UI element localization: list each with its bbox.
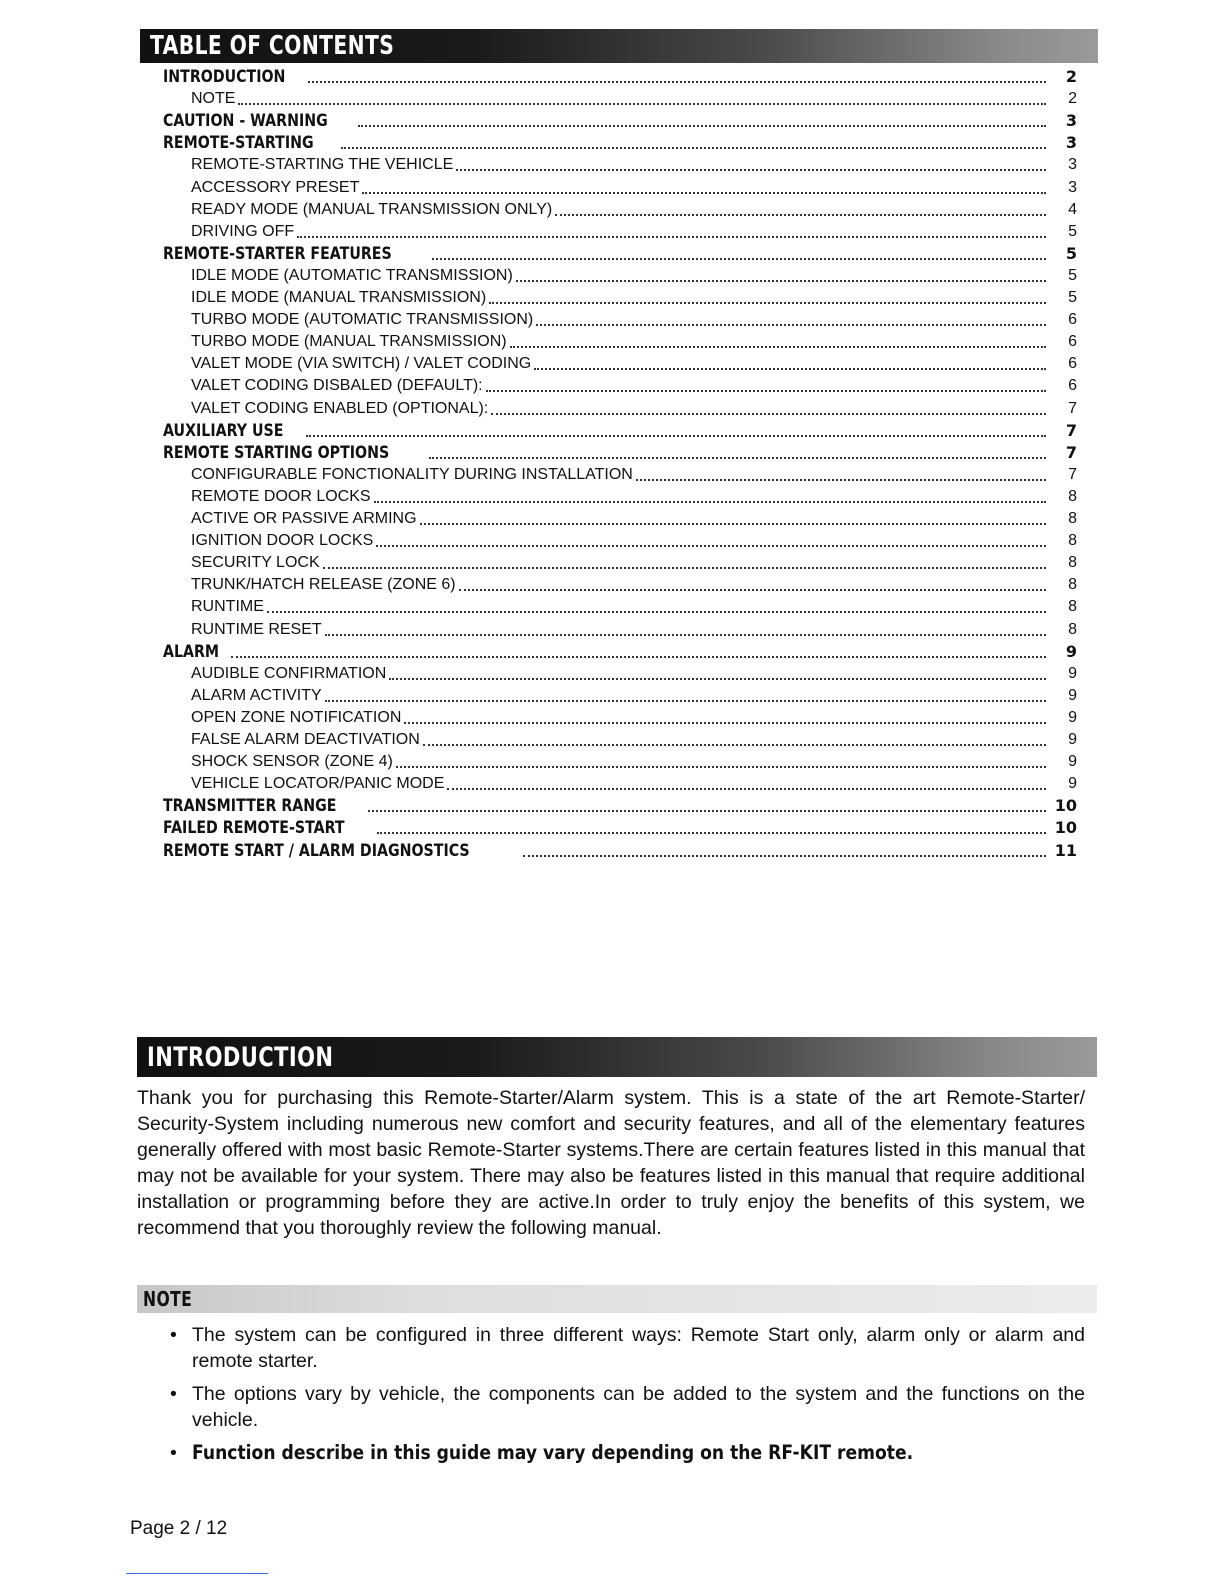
toc-entry-label: FALSE ALARM DEACTIVATION xyxy=(191,731,420,748)
toc-entry-label: VALET MODE (VIA SWITCH) / VALET CODING xyxy=(191,355,532,373)
toc-entry-page: 9 xyxy=(1068,708,1077,726)
toc-entry-label: SECURITY LOCK xyxy=(191,554,320,572)
toc-subsection-entry xyxy=(0,596,1225,618)
toc-dot-leader xyxy=(432,258,1046,260)
introduction-title-banner xyxy=(137,1037,1097,1077)
toc-dot-leader xyxy=(420,523,1046,525)
toc-subsection-entry xyxy=(0,177,1225,199)
toc-entry-label: DRIVING OFF xyxy=(191,222,295,240)
toc-entry-label: IDLE MODE (AUTOMATIC TRANSMISSION) xyxy=(191,266,513,284)
toc-entry-label: TURBO MODE (MANUAL TRANSMISSION) xyxy=(191,333,507,351)
toc-entry-page: 10 xyxy=(1054,796,1077,816)
toc-entry-label: TRUNK/HATCH RELEASE (ZONE 6) xyxy=(191,576,456,594)
toc-dot-leader xyxy=(306,435,1046,437)
toc-subsection-entry xyxy=(0,552,1225,574)
toc-entry-page: 9 xyxy=(1068,664,1077,682)
toc-dot-leader xyxy=(297,236,1046,238)
bullet-icon: • xyxy=(170,1383,177,1405)
toc-entry-page: 11 xyxy=(1054,840,1077,860)
toc-entry-page: 9 xyxy=(1068,753,1077,771)
footer-rule xyxy=(126,1573,268,1574)
toc-entry-page: 9 xyxy=(1068,731,1077,748)
note-item xyxy=(170,1322,1085,1374)
toc-subsection-entry xyxy=(0,309,1225,331)
toc-entry-page: 8 xyxy=(1068,620,1077,638)
toc-dot-leader xyxy=(423,744,1046,746)
page-number: Page 2 / 12 xyxy=(130,1518,228,1539)
toc-dot-leader xyxy=(308,81,1046,83)
toc-dot-leader xyxy=(358,125,1046,127)
toc-entry-page: 10 xyxy=(1054,818,1077,838)
toc-entry-page: 8 xyxy=(1068,576,1077,594)
toc-dot-leader xyxy=(510,346,1046,348)
toc-entry-page: 6 xyxy=(1068,355,1077,373)
note-title-banner xyxy=(137,1285,1097,1313)
toc-dot-leader xyxy=(447,788,1046,790)
toc-entry-page: 9 xyxy=(1068,775,1077,793)
toc-entry-label: FAILED REMOTE-START xyxy=(163,818,345,838)
toc-section-entry xyxy=(0,66,1225,88)
toc-subsection-entry xyxy=(0,486,1225,508)
toc-section-entry xyxy=(0,641,1225,663)
toc-entry-page: 5 xyxy=(1068,289,1077,306)
toc-dot-leader xyxy=(362,192,1046,194)
bullet-icon: • xyxy=(170,1324,177,1346)
toc-section-entry xyxy=(0,442,1225,464)
toc-dot-leader xyxy=(555,214,1046,216)
toc-entry-label: VEHICLE LOCATOR/PANIC MODE xyxy=(191,775,445,793)
toc-section-entry xyxy=(0,795,1225,817)
toc-entry-label: SHOCK SENSOR (ZONE 4) xyxy=(191,753,393,771)
toc-entry-label: VALET CODING ENABLED (OPTIONAL): xyxy=(191,399,489,417)
toc-section-entry xyxy=(0,817,1225,839)
toc-dot-leader xyxy=(325,634,1046,636)
toc-subsection-entry xyxy=(0,508,1225,530)
toc-subsection-entry xyxy=(0,353,1225,375)
toc-entry-label: REMOTE STARTING OPTIONS xyxy=(163,442,390,462)
toc-entry-label: REMOTE DOOR LOCKS xyxy=(191,487,371,505)
note-item xyxy=(170,1381,1085,1433)
toc-entry-label: CAUTION - WARNING xyxy=(163,111,328,131)
toc-dot-leader xyxy=(396,766,1046,768)
toc-dot-leader xyxy=(523,855,1046,857)
toc-entry-page: 5 xyxy=(1068,266,1077,284)
toc-entry-page: 3 xyxy=(1068,156,1077,174)
note-list xyxy=(170,1322,1085,1473)
toc-entry-page: 6 xyxy=(1068,311,1077,329)
toc-dot-leader xyxy=(325,700,1046,702)
toc-entry-label: RUNTIME xyxy=(191,598,264,616)
bullet-icon: • xyxy=(170,1442,177,1464)
toc-dot-leader xyxy=(429,457,1046,459)
toc-title: TABLE OF CONTENTS xyxy=(150,31,395,61)
toc-entry-label: NOTE xyxy=(191,90,236,108)
toc-entry-page: 8 xyxy=(1068,532,1077,550)
toc-subsection-entry xyxy=(0,751,1225,773)
toc-dot-leader xyxy=(459,589,1046,591)
toc-subsection-entry xyxy=(0,619,1225,641)
toc-entry-label: VALET CODING DISBALED (DEFAULT): xyxy=(191,377,483,395)
toc-entry-label: AUXILIARY USE xyxy=(163,420,284,440)
toc-entry-label: TURBO MODE (AUTOMATIC TRANSMISSION) xyxy=(191,311,534,329)
toc-subsection-entry xyxy=(0,574,1225,596)
toc-entry-label: IGNITION DOOR LOCKS xyxy=(191,532,374,550)
toc-dot-leader xyxy=(636,479,1046,481)
toc-title-banner xyxy=(140,29,1098,63)
toc-dot-leader xyxy=(489,302,1046,304)
toc-subsection-entry xyxy=(0,707,1225,729)
introduction-title: INTRODUCTION xyxy=(147,1041,334,1073)
toc-dot-leader xyxy=(368,810,1046,812)
toc-section-entry xyxy=(0,420,1225,442)
toc-entry-label: REMOTE-STARTING xyxy=(163,133,314,153)
toc-entry-label: CONFIGURABLE FONCTIONALITY DURING INSTALLATION xyxy=(191,465,633,483)
toc-dot-leader xyxy=(238,103,1046,105)
toc-entry-label: REMOTE-STARTER FEATURES xyxy=(163,243,392,263)
toc-dot-leader xyxy=(374,501,1046,503)
note-item-text: Function describe in this guide may vary depending on the RF-KIT remote. xyxy=(192,1441,914,1464)
toc-entry-label: ACCESSORY PRESET xyxy=(191,178,360,196)
toc-entry-page: 7 xyxy=(1068,399,1077,417)
toc-dot-leader xyxy=(389,678,1046,680)
toc-entry-page: 3 xyxy=(1065,111,1077,131)
toc-dot-leader xyxy=(491,413,1046,415)
toc-entry-page: 8 xyxy=(1068,554,1077,572)
toc-dot-leader xyxy=(376,545,1046,547)
toc-entry-label: IDLE MODE (MANUAL TRANSMISSION) xyxy=(191,289,487,306)
toc-entry-page: 5 xyxy=(1068,222,1077,240)
toc-subsection-entry xyxy=(0,221,1225,243)
toc-subsection-entry xyxy=(0,265,1225,287)
toc-section-entry xyxy=(0,132,1225,154)
toc-dot-leader xyxy=(536,324,1046,326)
toc-entry-page: 2 xyxy=(1065,67,1077,86)
toc-subsection-entry xyxy=(0,199,1225,221)
toc-entry-page: 7 xyxy=(1068,465,1077,483)
toc-subsection-entry xyxy=(0,88,1225,110)
toc-entry-page: 8 xyxy=(1068,510,1077,527)
toc-entry-label: READY MODE (MANUAL TRANSMISSION ONLY) xyxy=(191,200,553,218)
toc-entry-page: 7 xyxy=(1065,442,1077,462)
toc-entry-label: REMOTE-STARTING THE VEHICLE xyxy=(191,156,454,174)
toc-dot-leader xyxy=(323,567,1046,569)
toc-section-entry xyxy=(0,840,1225,862)
note-item-text: The system can be configured in three different ways: Remote Start only, alarm only or alarm and remote starter. xyxy=(192,1324,1085,1372)
toc-dot-leader xyxy=(534,368,1046,370)
toc-entry-page: 3 xyxy=(1068,178,1077,196)
toc-dot-leader xyxy=(516,280,1046,282)
toc-entry-page: 9 xyxy=(1065,641,1077,661)
toc-entry-page: 6 xyxy=(1068,333,1077,351)
toc-entry-label: ACTIVE OR PASSIVE ARMING xyxy=(191,510,417,527)
toc-entry-page: 8 xyxy=(1068,487,1077,505)
toc-entry-label: ALARM xyxy=(163,641,220,661)
toc-dot-leader xyxy=(486,390,1046,392)
toc-subsection-entry xyxy=(0,663,1225,685)
toc-entry-page: 2 xyxy=(1068,90,1077,108)
toc-subsection-entry xyxy=(0,773,1225,795)
toc-dot-leader xyxy=(341,147,1046,149)
toc-entry-page: 8 xyxy=(1068,598,1077,616)
toc-dot-leader xyxy=(377,832,1046,834)
toc-subsection-entry xyxy=(0,398,1225,420)
toc-section-entry xyxy=(0,243,1225,265)
toc-entry-page: 3 xyxy=(1065,133,1077,153)
toc-section-entry xyxy=(0,110,1225,132)
toc-entry-page: 4 xyxy=(1068,200,1077,218)
toc-dot-leader xyxy=(231,656,1046,658)
toc-entry-label: INTRODUCTION xyxy=(163,67,286,86)
toc-entry-label: OPEN ZONE NOTIFICATION xyxy=(191,708,402,726)
toc-subsection-entry xyxy=(0,464,1225,486)
toc-subsection-entry xyxy=(0,685,1225,707)
toc-subsection-entry xyxy=(0,331,1225,353)
toc-entry-page: 7 xyxy=(1065,420,1077,440)
toc-entry-label: TRANSMITTER RANGE xyxy=(163,796,337,816)
toc-dot-leader xyxy=(267,611,1046,613)
toc-subsection-entry xyxy=(0,287,1225,309)
toc-entry-label: REMOTE START / ALARM DIAGNOSTICS xyxy=(163,840,470,860)
toc-entry-page: 6 xyxy=(1068,377,1077,395)
toc-dot-leader xyxy=(456,169,1046,171)
toc-entry-label: AUDIBLE CONFIRMATION xyxy=(191,664,387,682)
note-item-text: The options vary by vehicle, the components can be added to the system and the functions on the vehicle. xyxy=(192,1383,1085,1431)
note-title: NOTE xyxy=(143,1287,193,1311)
toc-entry-page: 9 xyxy=(1068,686,1077,704)
toc-subsection-entry xyxy=(0,729,1225,751)
toc-entry-page: 5 xyxy=(1065,243,1077,263)
toc-entry-label: RUNTIME RESET xyxy=(191,620,322,638)
toc-subsection-entry xyxy=(0,530,1225,552)
toc-dot-leader xyxy=(404,722,1046,724)
toc-subsection-entry xyxy=(0,375,1225,397)
toc-subsection-entry xyxy=(0,154,1225,176)
note-item xyxy=(170,1440,1085,1466)
toc-entry-label: ALARM ACTIVITY xyxy=(191,686,322,704)
introduction-body: Thank you for purchasing this Remote-Starter/Alarm system. This is a state of the art Remote-Starter/ Security-System including numerous new comfort and security features, and all of the elementary features generally offered with most basic Remote-Starter systems.There are certain features listed in this manual that may not be available for your system. There may also be features listed in this manual that require additional installation or programming before they are active.In order to truly enjoy the benefits of this system, we recommend that you thoroughly review the following manual. xyxy=(137,1087,1085,1239)
